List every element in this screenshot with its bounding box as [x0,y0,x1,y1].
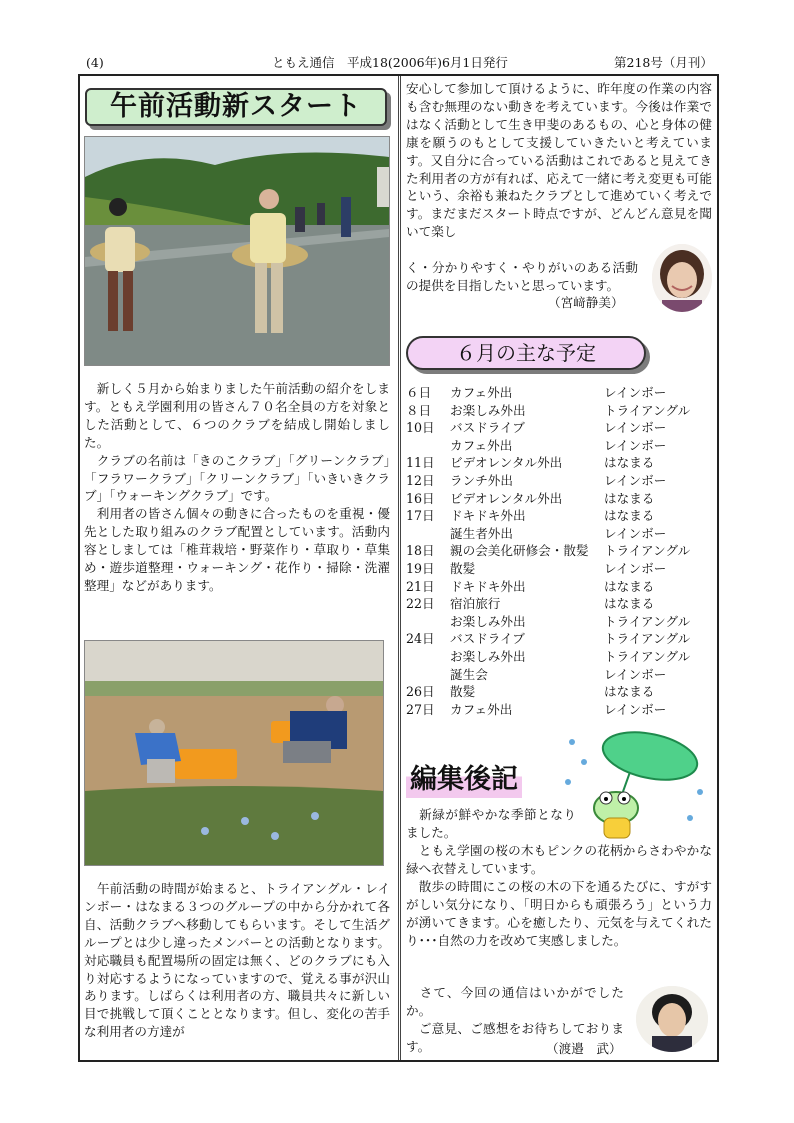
page-number: (4) [86,55,104,70]
article-paragraph: 午前活動の時間が始まると、トライアングル・レインボー・はなまる３つのグループの中から分かれて各自、活動クラブへ移動してもらいます。そして生活グループとは少し違ったメンバーとの活動となります。対応職員も配置場所の固定は無く、どのクラブにも入り対応するようになっていますので、覚える事が沢山あります。しばらくは利用者の方、職員共々に新しい目で挑戦して頂くこととなります。但し、変化の苦手な利用者の方達が [84,881,390,1040]
schedule-row: 12日 ランチ外出 レインボー [406,472,667,488]
editor-paragraph: 新緑が鮮やかな季節となりました。 [406,807,576,840]
left-article-body-continued [84,880,390,1041]
article-paragraph: 新しく５月から始まりました午前活動の紹介をします。ともえ学園利用の皆さん７０名全員の方を対象とした活動として、６つのクラブを結成し開始しました。 [84,381,390,450]
schedule-row: ８日 お楽しみ外出 トライアングル [406,402,691,418]
author-photo [652,244,712,312]
schedule-row: 22日 宿泊旅行 はなまる [406,596,655,612]
schedule-row: 誕生会 レインボー [450,666,667,682]
schedule-row: カフェ外出 レインボー [450,437,667,453]
schedule-row: 誕生者外出 レインボー [450,525,667,541]
schedule-row: 16日 ビデオレンタル外出 はなまる [406,490,655,506]
article-paragraph: 利用者の皆さん個々の動きに合ったものを重視・優先とした取り組みのクラブ配置としています。活動内容としましては「椎茸栽培・野菜作り・草取り・草集め・遊歩道整理・ウォーキング・花作り・掃除・洗濯整理」などがあります。 [84,506,390,593]
right-article-body [406,80,712,241]
publication-line: ともえ通信 平成18(2006年)6月1日発行 [272,55,508,70]
photo-gardening [84,640,384,866]
editor-paragraph: 散歩の時間にこの桜の木の下を通るたびに、すがすがしい気分になり、「明日からも頑張ろう」という力が湧いてきます。心を癒したり、元気を与えてくれたり･･･自然の力を改めて実感しました。 [406,878,712,948]
editor-photo [636,986,708,1052]
schedule-row: 21日 ドキドキ外出 はなまる [406,578,655,594]
page-header [84,54,716,72]
article-paragraph: クラブの名前は「きのこクラブ」「グリーンクラブ」「フラワークラブ」「クリーンクラブ」「いきいきクラブ」「ウォーキングクラブ」です。 [84,452,390,504]
article-paragraph: く・分かりやすく・やりがいのある活動の提供を目指したいと思っています。 [406,260,638,293]
schedule-row: ６日 カフェ外出 レインボー [406,385,667,400]
schedule-heading: ６月の主な予定 [406,336,646,370]
schedule-list [406,384,716,718]
editor-body-top [406,806,576,842]
editor-paragraph: ご意見、ご感想をお待ちしております。 [406,1020,624,1054]
schedule-row: 17日 ドキドキ外出 はなまる [406,508,655,524]
editor-paragraph: ともえ学園の桜の木もピンクの花柄からさわやかな緑へ衣替えしています。 [406,843,712,876]
schedule-row: 11日 ビデオレンタル外出 はなまる [406,455,655,471]
schedule-row: 27日 カフェ外出 レインボー [406,701,667,717]
editor-credit: （渡邉 武） [546,1041,622,1056]
right-article-ending [406,259,638,295]
frog-umbrella-icon [560,722,710,842]
schedule-row: 19日 散髪 レインボー [406,560,667,576]
article-title: 午前活動新スタート [85,88,387,126]
editor-body [406,842,712,949]
schedule-row: 24日 バスドライブ トライアングル [406,631,691,647]
column-divider [398,76,401,1060]
left-article-body [84,380,390,595]
schedule-row: お楽しみ外出 トライアングル [450,613,691,629]
photo-grass-carrying [84,136,390,366]
schedule-row: お楽しみ外出 トライアングル [450,648,691,664]
editor-paragraph: さて、今回の通信はいかがでしたか。 [406,985,624,1018]
article-paragraph: 安心して参加して頂けるように、昨年度の作業の内容も含む無理のない動きを考えています。今後は作業ではなく活動として生き甲斐のあるもの、心と身体の健康を願うのもとして支援していきたいと考えています。又自分に合っている活動はこれであると見えてきた利用者の方が有れば、応えて一緒に考え変更も可能という、余裕も兼ねたクラブとして進めていく考えです。まだまだスタート時点ですが、どんどん意見を聞いて楽し [406,81,712,240]
editor-heading: 編集後記 [406,762,522,798]
schedule-row: 10日 バスドライブ レインボー [406,420,667,436]
issue-number: 第218号（月刊） [614,55,713,70]
schedule-row: 18日 親の会美化研修会・散髪 トライアングル [406,543,691,559]
schedule-row: 26日 散髪 はなまる [406,684,655,700]
author-credit: （宮﨑静美） [548,295,624,310]
